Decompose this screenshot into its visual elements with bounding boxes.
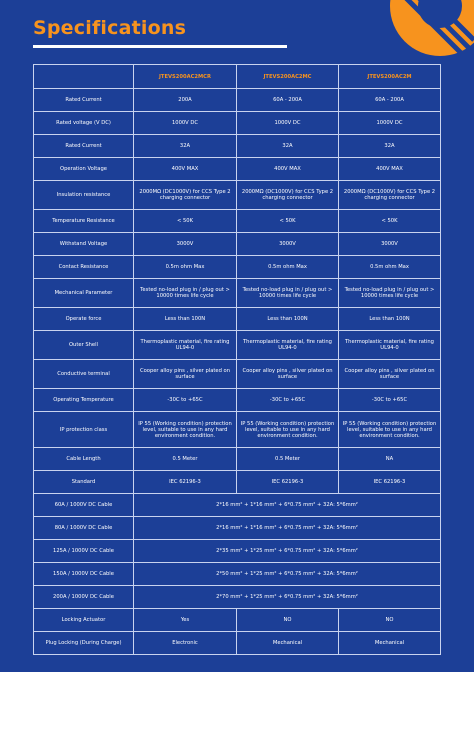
table-row bbox=[34, 448, 441, 471]
table-row bbox=[34, 540, 441, 563]
value-cell: IEC 62196-3 bbox=[134, 471, 237, 494]
row-label-cell: Operating Temperature bbox=[34, 389, 134, 412]
table-row bbox=[34, 389, 441, 412]
row-label-cell: 125A / 1000V DC Cable bbox=[34, 540, 134, 563]
row-label-cell: Operation Voltage bbox=[34, 158, 134, 181]
row-label-cell: Rated Current bbox=[34, 135, 134, 158]
specifications-table-body bbox=[34, 89, 441, 655]
row-label-cell: Contact Resistance bbox=[34, 256, 134, 279]
value-cell: 1000V DC bbox=[134, 112, 237, 135]
value-cell: Less than 100N bbox=[237, 308, 339, 331]
value-cell: 2000MΩ (DC1000V) for CCS Type 2 charging connector bbox=[237, 181, 339, 210]
row-label-cell: Insulation resistance bbox=[34, 181, 134, 210]
row-label-cell: Conductive terminal bbox=[34, 360, 134, 389]
value-cell: Cooper alloy pins , silver plated on surface bbox=[134, 360, 237, 389]
table-row bbox=[34, 331, 441, 360]
title-underline bbox=[33, 45, 287, 48]
value-cell: -30C to +65C bbox=[237, 389, 339, 412]
value-cell: 400V MAX bbox=[134, 158, 237, 181]
table-row bbox=[34, 517, 441, 540]
row-label-cell: Temperature Resistance bbox=[34, 210, 134, 233]
value-cell: IP 55 (Working condition) protection level, suitable to use in any hard environment condition. bbox=[339, 412, 441, 448]
header-cell-model: JTEVS200AC2M bbox=[339, 65, 441, 89]
row-label-cell: 60A / 1000V DC Cable bbox=[34, 494, 134, 517]
value-cell: 32A bbox=[339, 135, 441, 158]
table-row bbox=[34, 586, 441, 609]
table-row bbox=[34, 112, 441, 135]
value-cell: Less than 100N bbox=[339, 308, 441, 331]
header-cell-empty bbox=[34, 65, 134, 89]
value-cell: 3000V bbox=[237, 233, 339, 256]
row-label-cell: Mechanical Parameter bbox=[34, 279, 134, 308]
value-cell: Thermoplastic material, fire rating UL94-0 bbox=[339, 331, 441, 360]
table-row bbox=[34, 609, 441, 632]
value-cell: 2000MΩ (DC1000V) for CCS Type 2 charging connector bbox=[134, 181, 237, 210]
table-row bbox=[34, 279, 441, 308]
value-cell: Mechanical bbox=[339, 632, 441, 655]
value-cell: Cooper alloy pins , silver plated on surface bbox=[339, 360, 441, 389]
value-cell: NO bbox=[339, 609, 441, 632]
value-cell: NA bbox=[339, 448, 441, 471]
value-cell: 2000MΩ (DC1000V) for CCS Type 2 charging connector bbox=[339, 181, 441, 210]
value-cell: 0.5 Meter bbox=[134, 448, 237, 471]
table-row bbox=[34, 494, 441, 517]
row-label-cell: Rated Current bbox=[34, 89, 134, 112]
value-cell: IEC 62196-3 bbox=[237, 471, 339, 494]
value-cell: 32A bbox=[237, 135, 339, 158]
value-cell: 2*50 mm² + 1*25 mm² + 6*0.75 mm² + 32A: 5*6mm² bbox=[134, 563, 441, 586]
value-cell: Thermoplastic material, fire rating UL94-0 bbox=[134, 331, 237, 360]
value-cell: 60A - 200A bbox=[237, 89, 339, 112]
table-row bbox=[34, 360, 441, 389]
value-cell: 400V MAX bbox=[237, 158, 339, 181]
page-title: Specifications bbox=[33, 17, 187, 39]
table-row bbox=[34, 563, 441, 586]
row-label-cell: 200A / 1000V DC Cable bbox=[34, 586, 134, 609]
table-row bbox=[34, 89, 441, 112]
value-cell: 3000V bbox=[339, 233, 441, 256]
value-cell: 2*35 mm² + 1*25 mm² + 6*0.75 mm² + 32A: 5*6mm² bbox=[134, 540, 441, 563]
value-cell: IEC 62196-3 bbox=[339, 471, 441, 494]
value-cell: Cooper alloy pins , silver plated on surface bbox=[237, 360, 339, 389]
header-cell-model: JTEVS200AC2MC bbox=[237, 65, 339, 89]
value-cell: Mechanical bbox=[237, 632, 339, 655]
row-label-cell: Locking Actuator bbox=[34, 609, 134, 632]
value-cell: IP 55 (Working condition) protection level, suitable to use in any hard environment condition. bbox=[134, 412, 237, 448]
value-cell: < 50K bbox=[134, 210, 237, 233]
row-label-cell: Outer Shell bbox=[34, 331, 134, 360]
value-cell: < 50K bbox=[237, 210, 339, 233]
table-row bbox=[34, 256, 441, 279]
value-cell: 3000V bbox=[134, 233, 237, 256]
table-row bbox=[34, 471, 441, 494]
row-label-cell: Rated voltage (V DC) bbox=[34, 112, 134, 135]
value-cell: 0.5m ohm Max bbox=[237, 256, 339, 279]
value-cell: 400V MAX bbox=[339, 158, 441, 181]
specifications-table bbox=[33, 64, 441, 655]
value-cell: 1000V DC bbox=[237, 112, 339, 135]
value-cell: Tested no-load plug in / plug out > 10000 times life cycle bbox=[134, 279, 237, 308]
table-row bbox=[34, 308, 441, 331]
value-cell: NO bbox=[237, 609, 339, 632]
header-cell-model: JTEVS200AC2MCR bbox=[134, 65, 237, 89]
value-cell: 1000V DC bbox=[339, 112, 441, 135]
value-cell: 0.5m ohm Max bbox=[134, 256, 237, 279]
value-cell: 2*70 mm² + 1*25 mm² + 6*0.75 mm² + 32A: 5*6mm² bbox=[134, 586, 441, 609]
value-cell: Yes bbox=[134, 609, 237, 632]
row-label-cell: 80A / 1000V DC Cable bbox=[34, 517, 134, 540]
header-row bbox=[34, 65, 441, 89]
row-label-cell: Operate force bbox=[34, 308, 134, 331]
table-row bbox=[34, 158, 441, 181]
table-row bbox=[34, 233, 441, 256]
value-cell: Tested no-load plug in / plug out > 10000 times life cycle bbox=[339, 279, 441, 308]
value-cell: Less than 100N bbox=[134, 308, 237, 331]
value-cell: 2*16 mm² + 1*16 mm² + 6*0.75 mm² + 32A: 5*6mm² bbox=[134, 494, 441, 517]
table-row bbox=[34, 135, 441, 158]
value-cell: 2*16 mm² + 1*16 mm² + 6*0.75 mm² + 32A: 5*6mm² bbox=[134, 517, 441, 540]
corner-decoration-graphic bbox=[378, 0, 474, 70]
value-cell: < 50K bbox=[339, 210, 441, 233]
row-label-cell: Cable Length bbox=[34, 448, 134, 471]
table-row bbox=[34, 632, 441, 655]
value-cell: -30C to +65C bbox=[134, 389, 237, 412]
table-row bbox=[34, 412, 441, 448]
table-row bbox=[34, 181, 441, 210]
value-cell: Electronic bbox=[134, 632, 237, 655]
row-label-cell: Withstand Voltage bbox=[34, 233, 134, 256]
value-cell: 0.5m ohm Max bbox=[339, 256, 441, 279]
value-cell: 32A bbox=[134, 135, 237, 158]
value-cell: -30C to +65C bbox=[339, 389, 441, 412]
value-cell: 60A - 200A bbox=[339, 89, 441, 112]
row-label-cell: Standard bbox=[34, 471, 134, 494]
row-label-cell: Plug Locking (During Charge) bbox=[34, 632, 134, 655]
value-cell: 200A bbox=[134, 89, 237, 112]
row-label-cell: IP protection class bbox=[34, 412, 134, 448]
value-cell: 0.5 Meter bbox=[237, 448, 339, 471]
value-cell: IP 55 (Working condition) protection level, suitable to use in any hard environment condition. bbox=[237, 412, 339, 448]
row-label-cell: 150A / 1000V DC Cable bbox=[34, 563, 134, 586]
table-row bbox=[34, 210, 441, 233]
value-cell: Thermoplastic material, fire rating UL94-0 bbox=[237, 331, 339, 360]
value-cell: Tested no-load plug in / plug out > 10000 times life cycle bbox=[237, 279, 339, 308]
